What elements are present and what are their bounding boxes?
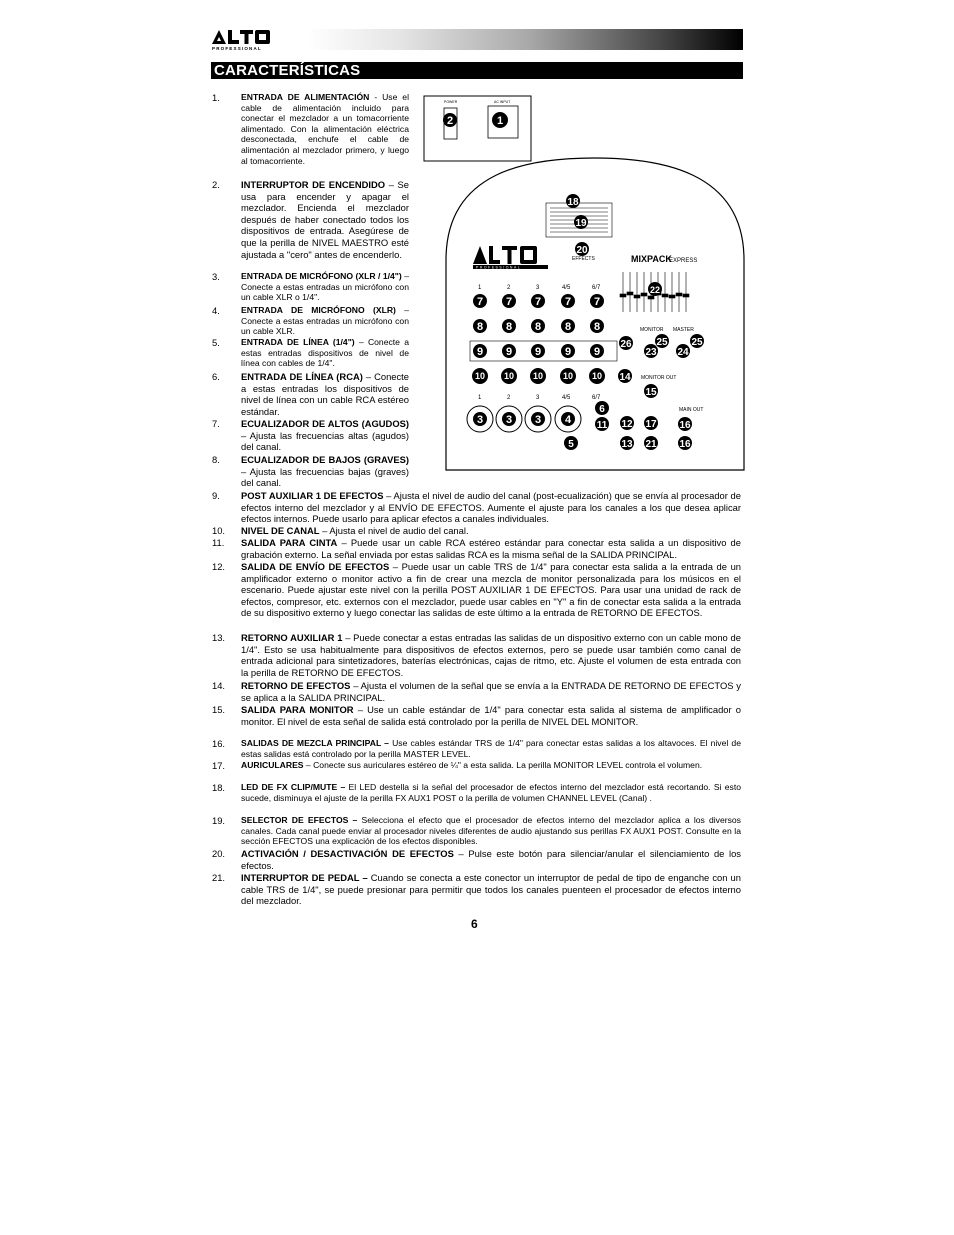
item-number: 14. bbox=[212, 680, 226, 691]
svg-text:8: 8 bbox=[476, 321, 484, 333]
svg-text:16: 16 bbox=[679, 420, 691, 431]
svg-text:7: 7 bbox=[476, 296, 484, 308]
section-title: CARACTERÍSTICAS bbox=[211, 62, 743, 79]
svg-text:25: 25 bbox=[691, 337, 703, 348]
svg-text:6/7: 6/7 bbox=[592, 395, 601, 401]
svg-text:10: 10 bbox=[591, 371, 603, 381]
svg-text:3: 3 bbox=[476, 414, 484, 426]
svg-text:8: 8 bbox=[534, 321, 542, 333]
svg-text:MONITOR OUT: MONITOR OUT bbox=[641, 375, 677, 381]
svg-text:MAIN OUT: MAIN OUT bbox=[679, 407, 704, 413]
model-name: MIXPACK bbox=[631, 254, 672, 264]
page-number: 6 bbox=[471, 917, 478, 931]
item-8: ECUALIZADOR DE BAJOS (GRAVES) – Ajusta las frecuencias bajas (graves) del canal. bbox=[241, 454, 409, 489]
svg-text:1: 1 bbox=[496, 115, 504, 127]
callout-20 bbox=[575, 242, 589, 256]
svg-text:20: 20 bbox=[576, 245, 588, 256]
svg-text:3: 3 bbox=[505, 414, 513, 426]
item-13: RETORNO AUXILIAR 1 – Puede conectar a estas entradas las salidas de un dispositivo externo con un cable mono de 1/4". Esto se usa habitualmente para dispositivos de efectos externos, pero se puede usar también como canal de entrada adicional para sintetizadores, baterías electrónicas, cajas de ritmo, etc. Ajuste el volumen de esta entrada con la perilla de RETORNO DE EFECTOS. bbox=[241, 632, 741, 678]
svg-text:9: 9 bbox=[564, 346, 572, 358]
svg-text:3: 3 bbox=[534, 414, 542, 426]
item-14: RETORNO DE EFECTOS – Ajusta el volumen de la señal que se envía a la ENTRADA DE RETORNO DE EFECTOS y se aplica a la SALIDA PRINCIPAL. bbox=[241, 680, 741, 703]
model-sub: EXPRESS bbox=[669, 258, 698, 264]
item-number: 7. bbox=[212, 418, 220, 429]
item-18: LED DE FX CLIP/MUTE – El LED destella si la señal del procesador de efectos interno del mezclador está recortando. Si esto sucede, disminuya el ajuste de la perilla FX AUX1 POST o la perilla de volumen CHANNEL LEVEL (Canal) . bbox=[241, 782, 741, 803]
svg-text:19: 19 bbox=[575, 218, 587, 229]
item-20: ACTIVACIÓN / DESACTIVACIÓN DE EFECTOS – Pulse este botón para silenciar/anular el silenciamiento de los efectos. bbox=[241, 848, 741, 871]
svg-text:10: 10 bbox=[474, 371, 486, 381]
svg-text:6/7: 6/7 bbox=[592, 285, 601, 291]
item-number: 8. bbox=[212, 454, 220, 465]
item-number: 1. bbox=[212, 92, 220, 103]
mixer-diagram bbox=[420, 92, 750, 482]
item-9: POST AUXILIAR 1 DE EFECTOS – Ajusta el nivel de audio del canal (post-ecualización) que se envía al procesador de efectos interno del mezclador y al ENVÍO DE EFECTOS. Aumente el ajuste para los canales a los que desea aplicar efectos internos. Puede usarlo para aplicar efectos a canales individuales. bbox=[241, 490, 741, 525]
callout-18 bbox=[566, 194, 580, 208]
svg-text:26: 26 bbox=[620, 339, 632, 350]
svg-text:3: 3 bbox=[536, 395, 540, 401]
svg-text:15: 15 bbox=[645, 387, 657, 398]
svg-text:2: 2 bbox=[507, 285, 511, 291]
item-4: ENTRADA DE MICRÓFONO (XLR) – Conecte a estas entradas un micrófono con un cable XLR. bbox=[241, 305, 409, 337]
svg-text:14: 14 bbox=[619, 372, 631, 383]
svg-text:10: 10 bbox=[503, 371, 515, 381]
svg-text:MASTER: MASTER bbox=[673, 327, 694, 333]
item-10: NIVEL DE CANAL – Ajusta el nivel de audio del canal. bbox=[241, 525, 469, 536]
svg-text:17: 17 bbox=[645, 419, 657, 430]
svg-text:9: 9 bbox=[593, 346, 601, 358]
item-number: 10. bbox=[212, 525, 226, 536]
item-number: 11. bbox=[212, 537, 225, 548]
svg-text:8: 8 bbox=[564, 321, 572, 333]
svg-text:9: 9 bbox=[476, 346, 484, 358]
item-21: INTERRUPTOR DE PEDAL – Cuando se conecta a este conector un interruptor de pedal de tipo de enganche con un cable TRS de 1/4", se puede presionar para permitir que todos los canales puenteen el procesador de efectos interno del mezclador. bbox=[241, 872, 741, 907]
ac-label: AC INPUT bbox=[494, 100, 511, 104]
svg-text:7: 7 bbox=[564, 296, 572, 308]
item-number: 2. bbox=[212, 179, 220, 190]
svg-text:10: 10 bbox=[562, 371, 574, 381]
svg-text:1: 1 bbox=[478, 285, 482, 291]
item-number: 4. bbox=[212, 305, 220, 316]
item-19: SELECTOR DE EFECTOS – Selecciona el efecto que el procesador de efectos interno del mezclador aplica a los diversos canales. Cada canal puede enviar al procesador niveles diferentes de audio ajustando sus perillas FX AUX1 POST. Consulte en la sección EFECTOS una explicación de los efectos disponibles. bbox=[241, 815, 741, 847]
svg-text:16: 16 bbox=[679, 439, 691, 450]
svg-text:8: 8 bbox=[593, 321, 601, 333]
svg-text:6: 6 bbox=[599, 404, 605, 415]
svg-text:11: 11 bbox=[596, 420, 608, 431]
svg-text:22: 22 bbox=[649, 285, 661, 295]
item-5: ENTRADA DE LÍNEA (1/4") – Conecte a estas entradas dispositivos de nivel de línea con cables de 1/4". bbox=[241, 337, 409, 369]
power-label: POWER bbox=[444, 100, 458, 104]
svg-text:25: 25 bbox=[656, 337, 668, 348]
effects-label: EFFECTS bbox=[572, 256, 595, 262]
svg-text:MONITOR: MONITOR bbox=[640, 327, 664, 333]
svg-text:1: 1 bbox=[478, 395, 482, 401]
item-1: ENTRADA DE ALIMENTACIÓN - Use el cable de alimentación incluido para conectar el mezclador a un tomacorriente alimentado. Con la alimentación eléctrica desconectada, enchufe el cable de alimentación al mezclador primero, y luego al tomacorriente. bbox=[241, 92, 409, 166]
item-12: SALIDA DE ENVÍO DE EFECTOS – Puede usar un cable TRS de 1/4" para conectar esta salida a la entrada de un amplificador externo o monitor activo a fin de crear una mezcla de monitor personalizada para los músicos en el escenario. Puede ajustar este nivel con la perilla POST AUXILIAR 1 DE EFECTOS. Para usar una unidad de rack de efectos, compresor, etc. externos con el mezclador, puede usar cables en "Y" a fin de conectar esta salida a la entrada de su dispositivo externo y luego conectar las salidas de este último a la entrada de RETORNO DE EFECTOS. bbox=[241, 561, 741, 619]
svg-text:2: 2 bbox=[446, 115, 454, 127]
item-11: SALIDA PARA CINTA – Puede usar un cable RCA estéreo estándar para conectar esta salida a un dispositivo de grabación externo. La señal enviada por estas salidas RCA es la misma señal de la SALIDA PRINCIPAL. bbox=[241, 537, 741, 560]
svg-text:7: 7 bbox=[534, 296, 542, 308]
item-16: SALIDAS DE MEZCLA PRINCIPAL – Use cables estándar TRS de 1/4" para conectar estas salidas a los altavoces. El nivel de estas salidas está controlado por la perilla MASTER LEVEL. bbox=[241, 738, 741, 759]
item-3: ENTRADA DE MICRÓFONO (XLR / 1/4") – Conecte a estas entradas un micrófono con un cable XLR o 1/4". bbox=[241, 271, 409, 303]
item-number: 6. bbox=[212, 371, 220, 382]
svg-text:9: 9 bbox=[534, 346, 542, 358]
item-number: 15. bbox=[212, 704, 226, 715]
callout-2 bbox=[443, 113, 457, 127]
svg-text:10: 10 bbox=[532, 371, 544, 381]
item-6: ENTRADA DE LÍNEA (RCA) – Conecte a estas entradas los dispositivos de nivel de línea con un cable RCA estéreo estándar. bbox=[241, 371, 410, 417]
svg-text:24: 24 bbox=[677, 347, 689, 358]
item-2: INTERRUPTOR DE ENCENDIDO – Se usa para encender y apagar el mezclador. Encienda el mezclador después de haber conectado todos los dispositivos de entrada. Asegúrese de que la perilla de NIVEL MAESTRO esté ajustada a "cero" antes de encenderlo. bbox=[241, 179, 410, 260]
svg-text:21: 21 bbox=[645, 439, 657, 450]
svg-text:7: 7 bbox=[593, 296, 601, 308]
item-15: SALIDA PARA MONITOR – Use un cable estándar de 1/4" para conectar esta salida al sistema de amplificador o monitor. El nivel de esta señal de salida está controlado por la perilla de NIVEL DEL MONITOR. bbox=[241, 704, 742, 727]
svg-text:8: 8 bbox=[505, 321, 513, 333]
callout-1 bbox=[492, 112, 508, 128]
svg-text:23: 23 bbox=[645, 347, 657, 358]
item-number: 5. bbox=[212, 337, 220, 348]
item-number: 20. bbox=[212, 848, 226, 859]
svg-text:4/5: 4/5 bbox=[562, 285, 571, 291]
svg-text:2: 2 bbox=[507, 395, 511, 401]
item-number: 17. bbox=[212, 760, 226, 771]
item-17: AURICULARES – Conecte sus auriculares estéreo de ¼" a esta salida. La perilla MONITOR LEVEL controla el volumen. bbox=[241, 760, 703, 770]
svg-text:13: 13 bbox=[621, 439, 633, 450]
svg-text:4/5: 4/5 bbox=[562, 395, 571, 401]
svg-text:18: 18 bbox=[567, 197, 579, 208]
item-number: 16. bbox=[212, 738, 226, 749]
svg-text:4: 4 bbox=[564, 414, 572, 426]
item-number: 9. bbox=[212, 490, 220, 501]
callout-22 bbox=[648, 282, 662, 296]
svg-text:12: 12 bbox=[621, 419, 633, 430]
item-number: 19. bbox=[212, 815, 226, 826]
svg-text:PROFESSIONAL: PROFESSIONAL bbox=[476, 265, 522, 270]
header-gradient-bar bbox=[211, 29, 743, 50]
item-number: 3. bbox=[212, 271, 220, 282]
svg-text:7: 7 bbox=[505, 296, 513, 308]
alto-logo bbox=[211, 27, 273, 51]
svg-text:PROFESSIONAL: PROFESSIONAL bbox=[212, 46, 262, 51]
svg-text:3: 3 bbox=[536, 285, 540, 291]
item-7: ECUALIZADOR DE ALTOS (AGUDOS) – Ajusta las frecuencias altas (agudos) del canal. bbox=[241, 418, 409, 453]
callout-19 bbox=[574, 215, 588, 229]
item-number: 21. bbox=[212, 872, 226, 883]
svg-text:5: 5 bbox=[568, 439, 574, 450]
svg-text:9: 9 bbox=[505, 346, 513, 358]
item-number: 18. bbox=[212, 782, 226, 793]
item-number: 12. bbox=[212, 561, 226, 572]
item-number: 13. bbox=[212, 632, 226, 643]
